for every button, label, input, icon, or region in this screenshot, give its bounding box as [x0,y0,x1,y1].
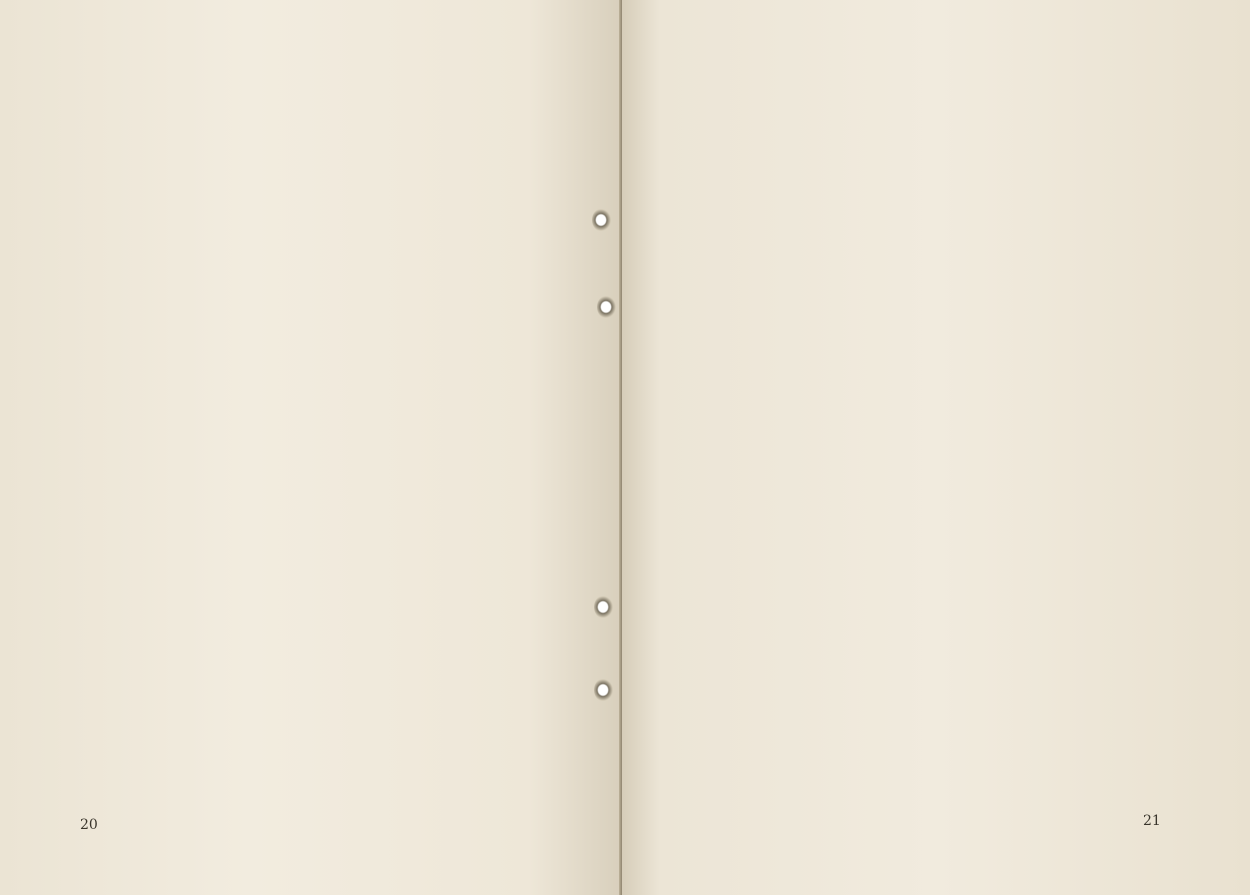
right-page [622,0,1250,895]
binder-hole [592,208,612,232]
left-page-title [598,0,613,60]
binder-hole [594,595,614,619]
page-number-left: 20 [80,817,98,833]
page-number-right: 21 [1143,813,1161,829]
binder-hole [594,678,614,702]
binder-hole [597,295,617,319]
left-page [0,0,622,895]
